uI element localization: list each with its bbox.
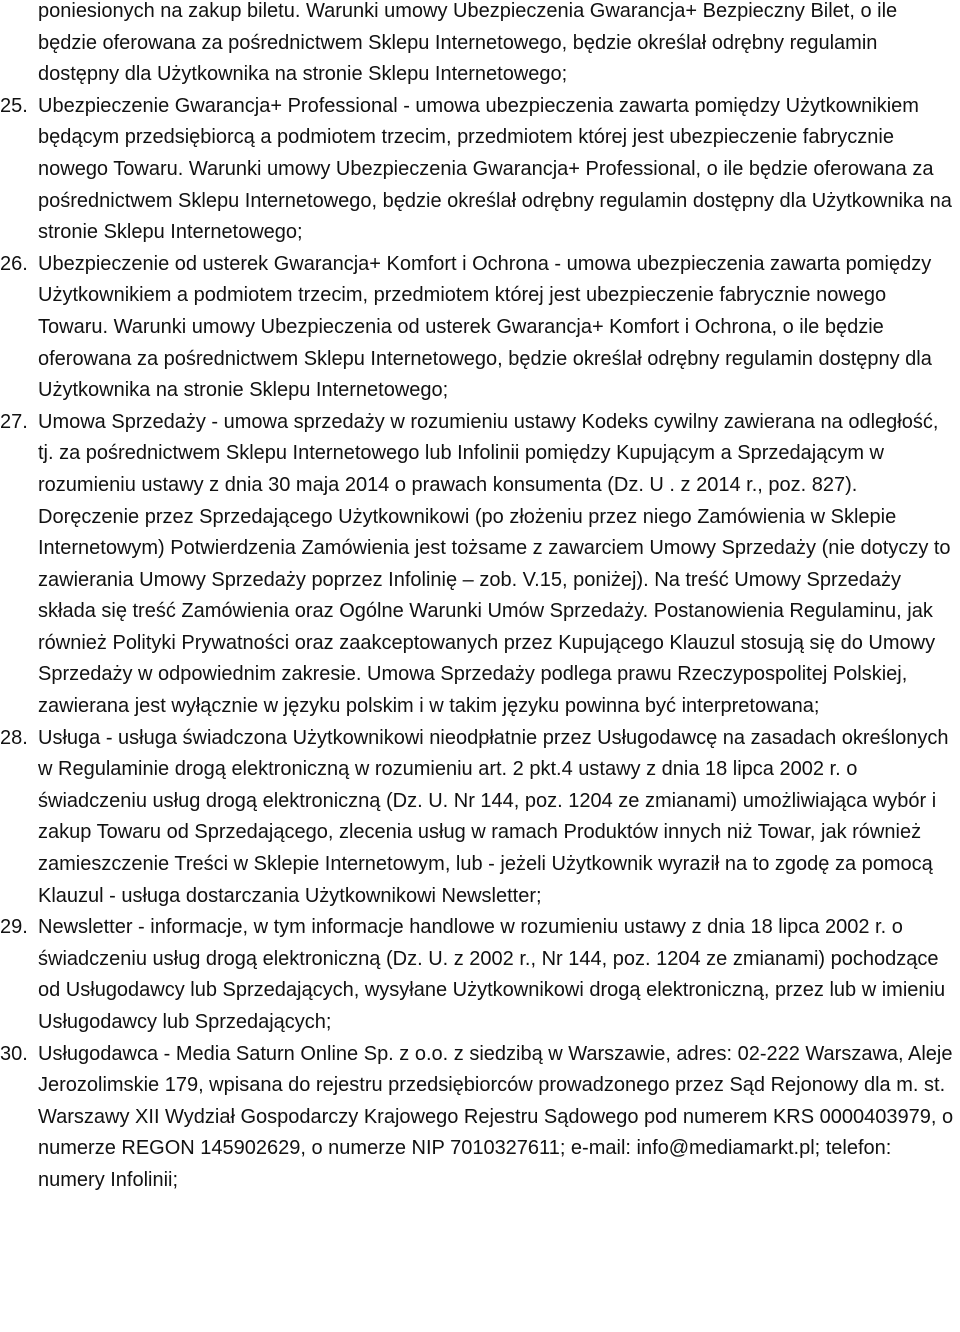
item-number: 27.: [0, 410, 28, 433]
item-text: Ubezpieczenie Gwarancja+ Professional - umowa ubezpieczenia zawarta pomiędzy Użytkownikiem będącym przedsiębiorcą a podmiotem trzecim, przedmiotem której jest ubezpieczenie fabrycznie nowego Towaru. Warunki umowy Ubezpieczenia Gwarancja+ Professional, o ile będzie oferowana za pośrednictwem Sklepu Internetowego, będzie określał odrębny regulamin dostępny dla Użytkownika na stronie Sklepu Internetowego;: [38, 94, 952, 244]
item-number: 30.: [0, 1042, 28, 1065]
list-item-26: [0, 249, 960, 407]
lead-paragraph: poniesionych na zakup biletu. Warunki umowy Ubezpieczenia Gwarancja+ Bezpieczny Bilet, o ile będzie oferowana za pośrednictwem Sklepu Internetowego, będzie określał odrębny regulamin dostępny dla Użytkownika na stronie Sklepu Internetowego;: [38, 0, 898, 86]
item-text: Newsletter - informacje, w tym informacje handlowe w rozumieniu ustawy z dnia 18 lipca 2002 r. o świadczeniu usług drogą elektroniczną (Dz. U. z 2002 r., Nr 144, poz. 1204 ze zmianami) pochodzące od Usługodawcy lub Sprzedających, wysyłane Użytkownikowi drogą elektroniczną, przez lub w imieniu Usługodawcy lub Sprzedających;: [38, 916, 946, 1033]
list-item-29: [0, 912, 960, 1038]
list-item-27: [0, 407, 960, 723]
item-text: Ubezpieczenie od usterek Gwarancja+ Komfort i Ochrona - umowa ubezpieczenia zawarta pomiędzy Użytkownikiem a podmiotem trzecim, przedmiotem której jest ubezpieczenie fabrycznie nowego Towaru. Warunki umowy Ubezpieczenia od usterek Gwarancja+ Komfort i Ochrona, o ile będzie oferowana za pośrednictwem Sklepu Internetowego, będzie określał odrębny regulamin dostępny dla Użytkownika na stronie Sklepu Internetowego;: [38, 252, 932, 402]
item-text: Usługa - usługa świadczona Użytkownikowi nieodpłatnie przez Usługodawcę na zasadach określonych w Regulaminie drogą elektroniczną w rozumieniu art. 2 pkt.4 ustawy z dnia 18 lipca 2002 r. o świadczeniu usług drogą elektroniczną (Dz. U. Nr 144, poz. 1204 ze zmianami) umożliwiająca wybór i zakup Towaru od Sprzedającego, zlecenia usług w ramach Produktów innych niż Towar, jak również zamieszczenie Treści w Sklepie Internetowym, lub - jeżeli Użytkownik wyraził na to zgodę za pomocą Klauzul - usługa dostarczania Użytkownikowi Newsletter;: [38, 726, 949, 907]
list-item-28: [0, 723, 960, 913]
item-number: 26.: [0, 252, 28, 275]
item-number: 29.: [0, 916, 28, 939]
item-number: 28.: [0, 726, 28, 749]
item-text: Usługodawca - Media Saturn Online Sp. z o.o. z siedzibą w Warszawie, adres: 02-222 Warszawa, Aleje Jerozolimskie 179, wpisana do rejestru przedsiębiorców prowadzonego przez Sąd Rejonowy dla m. st. Warszawy XII Wydział Gospodarczy Krajowego Rejestru Sądowego pod numerem KRS 0000403979, o numerze REGON 145902629, o numerze NIP 7010327611; e-mail: info@mediamarkt.pl; telefon: numery Infolinii;: [38, 1042, 954, 1191]
list-item-30: [0, 1039, 960, 1197]
item-number: 25.: [0, 94, 28, 117]
item-text: Umowa Sprzedaży - umowa sprzedaży w rozumieniu ustawy Kodeks cywilny zawierana na odległość, tj. za pośrednictwem Sklepu Internetowego lub Infolinii pomiędzy Kupującym a Sprzedającym w rozumieniu ustawy z dnia 30 maja 2014 o prawach konsumenta (Dz. U . z 2014 r., poz. 827). Doręczenie przez Sprzedającego Użytkownikowi (po złożeniu przez niego Zamówienia w Sklepie Internetowym) Potwierdzenia Zamówienia jest tożsame z zawarciem Umowy Sprzedaży (nie dotyczy to zawierania Umowy Sprzedaży poprzez Infolinię – zob. V.15, poniżej). Na treść Umowy Sprzedaży składa się treść Zamówienia oraz Ogólne Warunki Umów Sprzedaży. Postanowienia Regulaminu, jak również Polityki Prywatności oraz zaakceptowanych przez Kupującego Klauzul stosują się do Umowy Sprzedaży w odpowiednim zakresie. Umowa Sprzedaży podlega prawu Rzeczypospolitej Polskiej, zawierana jest wyłącznie w języku polskim i w takim języku powinna być interpretowana;: [38, 410, 951, 718]
list-item-25: [0, 91, 960, 249]
